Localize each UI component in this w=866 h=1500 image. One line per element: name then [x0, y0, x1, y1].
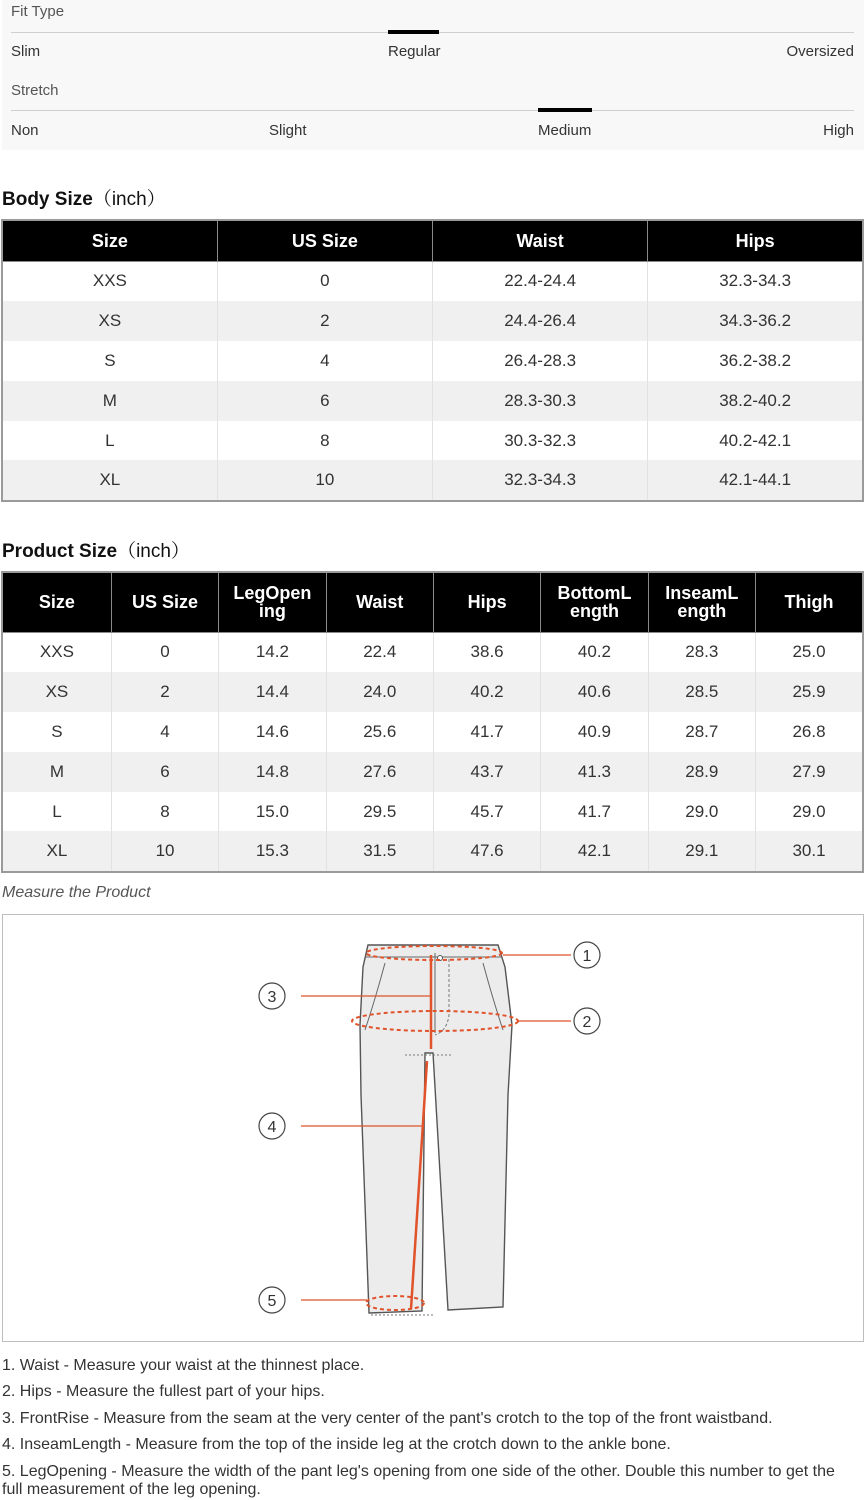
marker-5: 5 — [267, 1293, 277, 1310]
header-line: ength — [677, 601, 727, 622]
table-cell: 29.5 — [326, 792, 433, 832]
body-size-header-hips: Hips — [648, 220, 863, 261]
table-row — [2, 632, 863, 672]
table-cell: 10 — [217, 460, 432, 501]
table-cell: 15.3 — [219, 831, 326, 872]
marker-2: 2 — [582, 1014, 592, 1031]
table-cell: 14.6 — [219, 712, 326, 752]
table-cell: 26.4-28.3 — [433, 341, 648, 381]
table-cell: 0 — [217, 261, 432, 301]
table-cell: 29.0 — [648, 792, 755, 832]
body-size-header-waist: Waist — [433, 220, 648, 261]
table-row — [2, 301, 863, 341]
header-line: Thigh — [784, 592, 834, 613]
marker-1: 1 — [582, 948, 592, 965]
marker-3: 3 — [267, 989, 277, 1006]
table-cell: XXS — [2, 261, 217, 301]
table-row — [2, 831, 863, 872]
table-cell: 8 — [217, 421, 432, 461]
product-size-header-size — [2, 572, 111, 632]
table-cell: 28.3 — [648, 632, 755, 672]
table-row — [2, 341, 863, 381]
table-cell: 36.2-38.2 — [648, 341, 863, 381]
product-size-header-hips — [433, 572, 540, 632]
table-cell: 30.1 — [756, 831, 864, 872]
table-cell: 28.7 — [648, 712, 755, 752]
stretch-label-medium: Medium — [538, 122, 592, 139]
table-cell: 27.6 — [326, 752, 433, 792]
product-size-header-waist — [326, 572, 433, 632]
table-cell: 14.4 — [219, 672, 326, 712]
table-cell: L — [2, 792, 111, 832]
table-row — [2, 421, 863, 461]
measure-diagram-frame — [2, 914, 864, 1342]
product-size-title — [2, 536, 190, 563]
table-cell: 30.3-32.3 — [433, 421, 648, 461]
table-cell: M — [2, 752, 111, 792]
header-line: Hips — [467, 592, 507, 613]
table-cell: 14.8 — [219, 752, 326, 792]
table-cell: M — [2, 381, 217, 421]
product-size-header-us-size — [111, 572, 218, 632]
table-cell: 45.7 — [433, 792, 540, 832]
table-cell: 4 — [111, 712, 218, 752]
measure-caption: Measure the Product — [2, 884, 151, 901]
body-size-header-us-size: US Size — [217, 220, 432, 261]
product-size-table — [1, 571, 864, 873]
product-size-header-bottom-length — [541, 572, 648, 632]
table-cell: 40.2 — [433, 672, 540, 712]
table-cell: 40.2-42.1 — [648, 421, 863, 461]
table-cell: 25.9 — [756, 672, 864, 712]
table-cell: 22.4-24.4 — [433, 261, 648, 301]
table-cell: 29.1 — [648, 831, 755, 872]
table-cell: 15.0 — [219, 792, 326, 832]
body-size-title — [2, 184, 166, 211]
table-cell: 2 — [217, 301, 432, 341]
table-cell: 14.2 — [219, 632, 326, 672]
stretch-title: Stretch — [11, 82, 59, 99]
table-cell: 25.6 — [326, 712, 433, 752]
table-cell: 6 — [111, 752, 218, 792]
table-cell: 41.7 — [541, 792, 648, 832]
note-waist: 1. Waist - Measure your waist at the thinnest place. — [2, 1357, 365, 1374]
product-size-header-leg-opening — [219, 572, 326, 632]
table-cell: XS — [2, 301, 217, 341]
product-size-header-thigh — [756, 572, 864, 632]
table-cell: S — [2, 712, 111, 752]
table-cell: 40.2 — [541, 632, 648, 672]
header-line: InseamL — [665, 583, 739, 604]
table-cell: S — [2, 341, 217, 381]
table-cell: 38.6 — [433, 632, 540, 672]
note-hips: 2. Hips - Measure the fullest part of your hips. — [2, 1383, 325, 1400]
table-cell: XL — [2, 460, 217, 501]
table-row — [2, 672, 863, 712]
table-row — [2, 792, 863, 832]
header-line: LegOpen — [233, 583, 312, 604]
table-cell: 28.5 — [648, 672, 755, 712]
table-cell: 24.0 — [326, 672, 433, 712]
table-cell: 2 — [111, 672, 218, 712]
fit-type-label-regular: Regular — [388, 43, 441, 60]
table-cell: 32.3-34.3 — [433, 460, 648, 501]
table-row — [2, 752, 863, 792]
table-row — [2, 712, 863, 752]
table-cell: 28.9 — [648, 752, 755, 792]
table-cell: 41.3 — [541, 752, 648, 792]
body-size-table — [1, 219, 864, 502]
table-cell: 38.2-40.2 — [648, 381, 863, 421]
table-cell: 34.3-36.2 — [648, 301, 863, 341]
stretch-label-slight: Slight — [269, 122, 307, 139]
product-size-unit: （inch） — [117, 541, 190, 562]
table-cell: 27.9 — [756, 752, 864, 792]
table-cell: 41.7 — [433, 712, 540, 752]
table-cell: 29.0 — [756, 792, 864, 832]
table-cell: 0 — [111, 632, 218, 672]
table-row — [2, 381, 863, 421]
table-cell: XXS — [2, 632, 111, 672]
table-row — [2, 261, 863, 301]
table-row — [2, 460, 863, 501]
table-cell: 4 — [217, 341, 432, 381]
table-cell: 10 — [111, 831, 218, 872]
product-size-header-inseam-length — [648, 572, 755, 632]
table-cell: 40.9 — [541, 712, 648, 752]
note-leg-opening: 5. LegOpening - Measure the width of the pant leg's opening from one side of the other. Double this number to get the full measurement of the leg opening. — [2, 1463, 835, 1498]
table-cell: 24.4-26.4 — [433, 301, 648, 341]
body-size-header-row — [2, 220, 863, 261]
table-cell: 40.6 — [541, 672, 648, 712]
header-line: Waist — [356, 592, 404, 613]
table-cell: 31.5 — [326, 831, 433, 872]
note-front-rise: 3. FrontRise - Measure from the seam at the very center of the pant's crotch to the top of the front waistband. — [2, 1410, 773, 1427]
product-size-title-text: Product Size — [2, 541, 118, 562]
table-cell: 8 — [111, 792, 218, 832]
table-cell: 28.3-30.3 — [433, 381, 648, 421]
fit-type-label-oversized: Oversized — [786, 43, 854, 60]
table-cell: 43.7 — [433, 752, 540, 792]
body-size-header-size: Size — [2, 220, 217, 261]
table-cell: L — [2, 421, 217, 461]
note-inseam-length: 4. InseamLength - Measure from the top of the inside leg at the crotch down to the ankle bone. — [2, 1436, 671, 1453]
header-line: Size — [38, 592, 75, 613]
body-size-title-text: Body Size — [2, 189, 93, 210]
stretch-scale-line — [11, 110, 854, 111]
header-line: ength — [569, 601, 619, 622]
marker-4: 4 — [267, 1119, 277, 1136]
table-cell: XS — [2, 672, 111, 712]
table-cell: 42.1-44.1 — [648, 460, 863, 501]
header-line: US Size — [132, 592, 199, 613]
table-cell: 32.3-34.3 — [648, 261, 863, 301]
table-cell: 6 — [217, 381, 432, 421]
table-cell: 25.0 — [756, 632, 864, 672]
table-cell: 47.6 — [433, 831, 540, 872]
table-cell: XL — [2, 831, 111, 872]
stretch-label-high: High — [823, 122, 854, 139]
fit-type-title: Fit Type — [11, 3, 65, 20]
fit-stretch-panel — [2, 0, 864, 150]
product-size-header-row — [2, 572, 863, 632]
fit-type-selected-marker — [388, 30, 439, 34]
table-cell: 42.1 — [541, 831, 648, 872]
stretch-selected-marker — [538, 108, 592, 112]
table-cell: 22.4 — [326, 632, 433, 672]
body-size-unit: （inch） — [92, 189, 166, 210]
table-cell: 26.8 — [756, 712, 864, 752]
pants-diagram — [3, 915, 863, 1341]
header-line: ing — [258, 601, 286, 622]
stretch-label-non: Non — [11, 122, 39, 139]
fit-type-label-slim: Slim — [11, 43, 41, 60]
header-line: BottomL — [557, 583, 632, 604]
pants-outline — [360, 945, 512, 1313]
